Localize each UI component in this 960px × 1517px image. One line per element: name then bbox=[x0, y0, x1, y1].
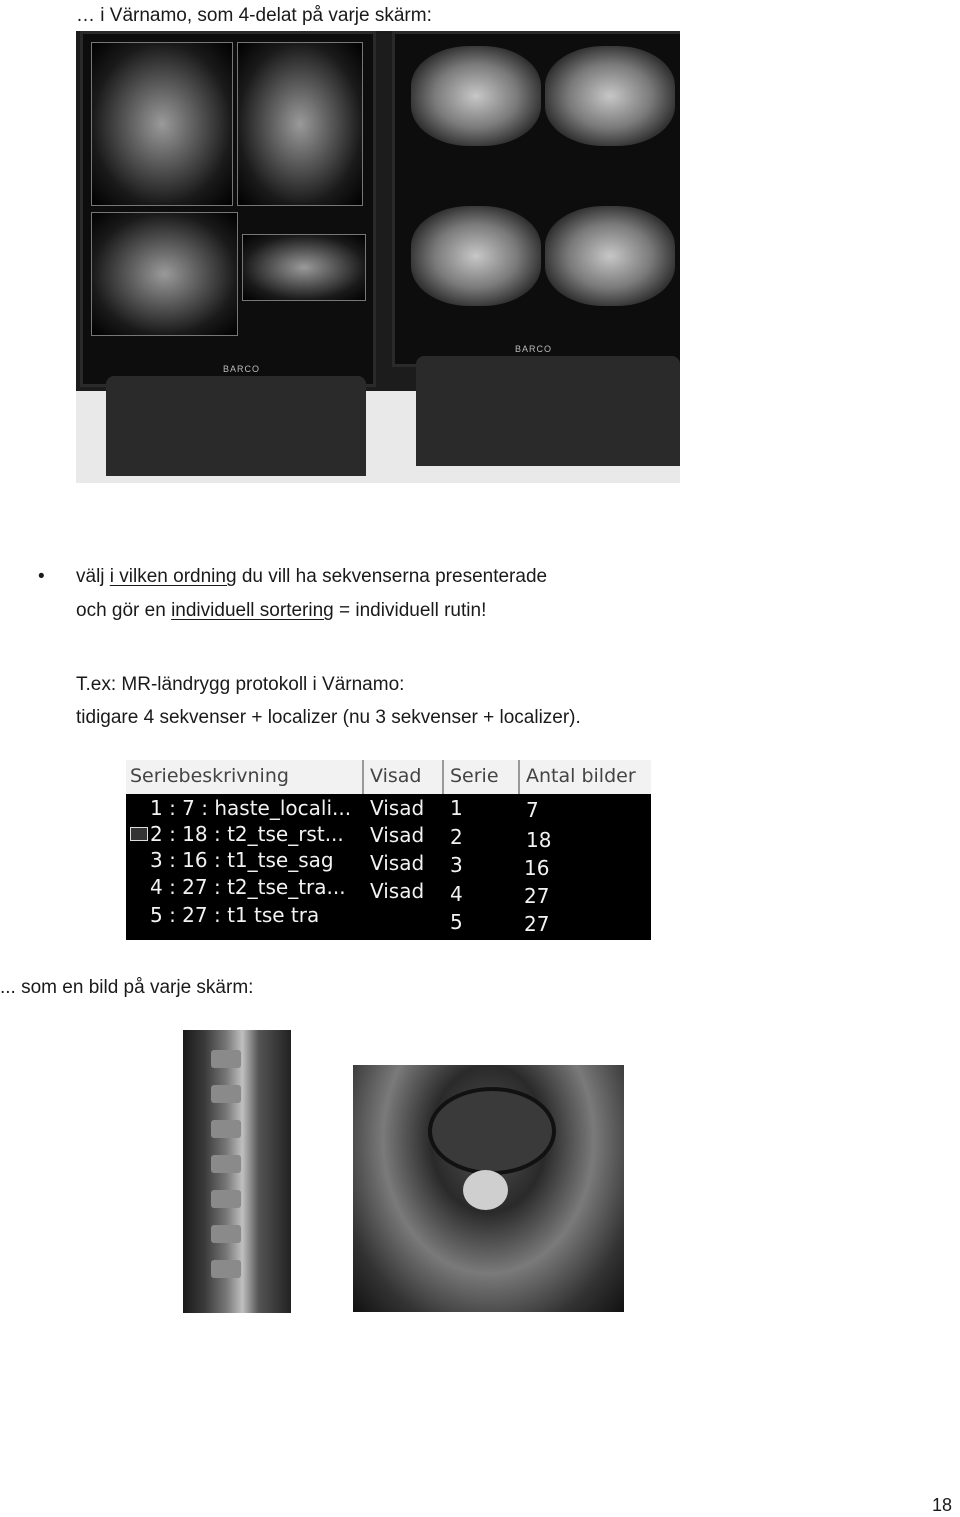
axial-spine-image bbox=[353, 1065, 624, 1312]
sagittal-spine-image bbox=[183, 1030, 291, 1313]
row-3-visad: Visad bbox=[370, 851, 425, 875]
header-antal-bilder: Antal bilder bbox=[526, 765, 636, 787]
row-1-serie: 1 bbox=[450, 796, 463, 820]
bullet-line-1-part1: välj bbox=[76, 566, 105, 587]
row-2-antal: 18 bbox=[526, 828, 552, 852]
bullet-line-1-part2: du vill ha sekvenserna presenterade bbox=[241, 566, 548, 587]
brand-logo-right: BARCO bbox=[515, 344, 553, 354]
row-4-desc: 4 : 27 : t2_tse_tra... bbox=[150, 875, 346, 899]
bullet-line-1 bbox=[76, 565, 547, 589]
row-5-serie: 5 bbox=[450, 910, 463, 934]
row-5-antal: 27 bbox=[524, 912, 550, 936]
left-monitor bbox=[80, 31, 376, 387]
grid-icon bbox=[130, 827, 148, 841]
row-2-serie: 2 bbox=[450, 825, 463, 849]
row-3-antal: 16 bbox=[524, 856, 550, 880]
row-4-serie: 4 bbox=[450, 882, 463, 906]
header-visad: Visad bbox=[370, 765, 422, 787]
heading-one-per-screen: ... som en bild på varje skärm: bbox=[0, 977, 254, 998]
series-table-header bbox=[126, 760, 651, 794]
page-number: 18 bbox=[932, 1495, 953, 1515]
row-2-desc: 2 : 18 : t2_tse_rst... bbox=[150, 822, 344, 846]
bullet-line-2-part2: = individuell rutin! bbox=[339, 600, 487, 621]
row-3-serie: 3 bbox=[450, 853, 463, 877]
row-1-visad: Visad bbox=[370, 796, 425, 820]
bullet-line-2-part1: och gör en bbox=[76, 600, 166, 621]
header-divider bbox=[442, 760, 444, 794]
bullet-line-2-underlined: individuell sortering bbox=[171, 600, 334, 621]
heading-four-split: … i Värnamo, som 4-delat på varje skärm: bbox=[76, 5, 432, 26]
example-line-2: tidigare 4 sekvenser + localizer (nu 3 sekvenser + localizer). bbox=[76, 707, 581, 728]
row-4-antal: 27 bbox=[524, 884, 550, 908]
row-1-desc: 1 : 7 : haste_locali... bbox=[150, 796, 352, 820]
bullet-line-2 bbox=[76, 599, 486, 623]
bullet-marker: • bbox=[38, 566, 45, 587]
row-3-desc: 3 : 16 : t1_tse_sag bbox=[150, 848, 334, 872]
monitor-photo bbox=[76, 31, 680, 483]
header-serie: Serie bbox=[450, 765, 499, 787]
header-divider bbox=[518, 760, 520, 794]
header-divider bbox=[362, 760, 364, 794]
example-line-1: T.ex: MR-ländrygg protokoll i Värnamo: bbox=[76, 674, 405, 695]
series-table bbox=[126, 760, 651, 940]
header-seriebeskrivning: Seriebeskrivning bbox=[130, 765, 289, 787]
bullet-line-1-underlined: i vilken ordning bbox=[109, 566, 237, 587]
row-2-visad: Visad bbox=[370, 823, 425, 847]
row-5-desc: 5 : 27 : t1 tse tra bbox=[150, 903, 320, 927]
right-monitor bbox=[392, 31, 680, 367]
row-1-antal: 7 bbox=[526, 798, 539, 822]
brand-logo-left: BARCO bbox=[223, 364, 261, 374]
row-4-visad: Visad bbox=[370, 879, 425, 903]
